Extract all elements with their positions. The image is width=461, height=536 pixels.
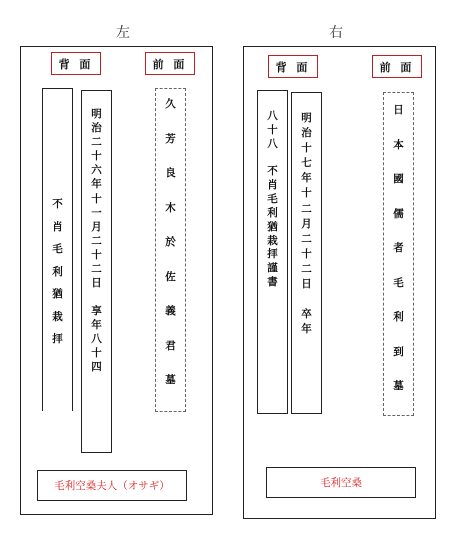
right-back-date-text: 明 治 十 七 年 十 二 月 二 十 二 日 卒 年: [301, 112, 312, 335]
right-back-date-column: [291, 92, 322, 414]
left-front-column: [155, 88, 186, 412]
left-back-date-text: 明 治 二 十 六 年 十 一 月 二 十 二 日 享 年 八 十 四: [91, 108, 102, 374]
left-front-text: 久 芳 良 木 於 佐 義 君 墓: [165, 98, 176, 386]
right-back-tag: 背 面: [268, 55, 318, 78]
right-bottom-label: 毛利空桑: [266, 467, 416, 498]
left-title: 左: [116, 25, 130, 41]
left-back-date-column: [81, 90, 112, 453]
right-front-column: [383, 92, 414, 416]
right-title: 右: [329, 25, 343, 41]
right-front-tag: 前 面: [372, 55, 422, 78]
left-back-name-text: 不 肖 毛 利 猶 栽 拝: [52, 198, 63, 345]
left-back-tag: 背 面: [51, 52, 101, 75]
left-bottom-label: 毛利空桑夫人（オサギ）: [37, 470, 187, 501]
right-back-name-column: [257, 90, 288, 414]
right-front-text: 日 本 國 儒 者 毛 利 到 墓: [393, 104, 404, 392]
left-back-name-column: [42, 88, 73, 411]
left-front-tag: 前 面: [145, 52, 195, 75]
right-back-name-text: 八 十 八 不 肖 毛 利 猶 栽 拝 謹 書: [267, 110, 278, 289]
